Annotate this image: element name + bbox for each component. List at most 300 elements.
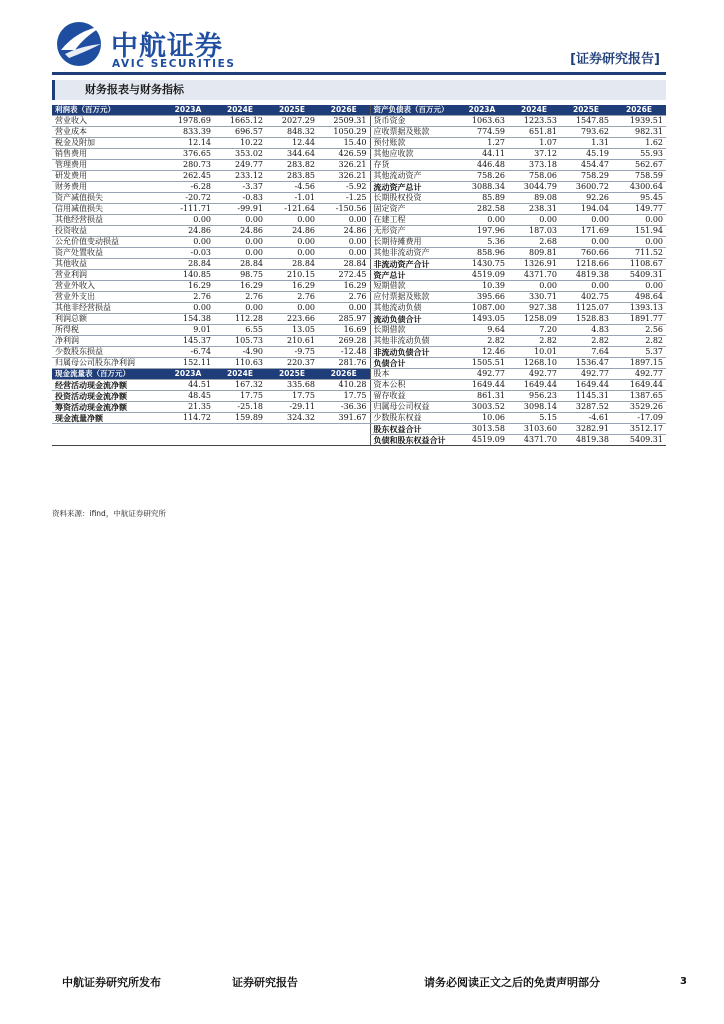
cell-value: 4819.38 [560, 435, 612, 446]
cell-value: 110.63 [214, 358, 266, 369]
cell-value: 24.86 [214, 226, 266, 237]
table-row [52, 358, 666, 369]
cell-value: 1258.09 [508, 314, 560, 325]
table-row [52, 127, 666, 138]
cell-value: 0.00 [214, 237, 266, 248]
row-label: 利润总额 [52, 314, 162, 325]
cell-value: 0.00 [318, 248, 370, 259]
cell-value: -4.90 [214, 347, 266, 358]
cell-value: 12.14 [162, 138, 214, 149]
row-label: 少数股东权益 [370, 413, 456, 424]
cell-value: 89.08 [508, 193, 560, 204]
row-label: 其他应收款 [370, 149, 456, 160]
cell-value: 330.71 [508, 292, 560, 303]
cell-value: -121.64 [266, 204, 318, 215]
cell-value: 0.00 [560, 281, 612, 292]
cell-value: -36.36 [318, 402, 370, 413]
row-label: 少数股东损益 [52, 347, 162, 358]
cell-value: -0.03 [162, 248, 214, 259]
row-label: 财务费用 [52, 182, 162, 193]
column-header: 2025E [266, 369, 318, 380]
cell-value: 2027.29 [266, 116, 318, 127]
cell-value: 44.51 [162, 380, 214, 391]
cell-value: 5.15 [508, 413, 560, 424]
cell-value: 24.86 [162, 226, 214, 237]
cell-value: 0.00 [318, 215, 370, 226]
footer-publisher: 中航证券研究所发布 [62, 976, 161, 989]
empty-cell [162, 435, 214, 446]
row-label: 研发费用 [52, 171, 162, 182]
cell-value: 112.28 [214, 314, 266, 325]
row-label: 营业外支出 [52, 292, 162, 303]
table-row [52, 292, 666, 303]
cell-value: 809.81 [508, 248, 560, 259]
empty-cell [318, 435, 370, 446]
cell-value: 3098.14 [508, 402, 560, 413]
row-label: 营业成本 [52, 127, 162, 138]
cell-value: 2.82 [612, 336, 666, 347]
cell-value: 1218.66 [560, 259, 612, 270]
cell-value: -12.48 [318, 347, 370, 358]
column-header: 2023A [162, 369, 214, 380]
cell-value: 171.69 [560, 226, 612, 237]
cell-value: 758.26 [456, 171, 508, 182]
header-divider [52, 72, 666, 75]
table-row [52, 237, 666, 248]
row-label: 营业利润 [52, 270, 162, 281]
table-row [52, 347, 666, 358]
cell-value: 223.66 [266, 314, 318, 325]
cell-value: -6.28 [162, 182, 214, 193]
table-row [52, 259, 666, 270]
cell-value: 1.62 [612, 138, 666, 149]
cell-value: 402.75 [560, 292, 612, 303]
row-label: 归属母公司股东净利润 [52, 358, 162, 369]
table-row [52, 160, 666, 171]
cell-value: 10.01 [508, 347, 560, 358]
row-label: 留存收益 [370, 391, 456, 402]
empty-cell [266, 424, 318, 435]
cell-value: 4300.64 [612, 182, 666, 193]
table-row [52, 402, 666, 413]
cell-value: 395.66 [456, 292, 508, 303]
cell-value: 16.29 [162, 281, 214, 292]
cell-value: 4819.38 [560, 270, 612, 281]
row-label: 投资收益 [52, 226, 162, 237]
row-label: 无形资产 [370, 226, 456, 237]
row-label: 其他非经营损益 [52, 303, 162, 314]
cell-value: 17.75 [214, 391, 266, 402]
row-label: 营业外收入 [52, 281, 162, 292]
cell-value: 1891.77 [612, 314, 666, 325]
cell-value: 5409.31 [612, 435, 666, 446]
cell-value: 21.35 [162, 402, 214, 413]
cell-value: 492.77 [456, 369, 508, 380]
row-label: 其他非流动负债 [370, 336, 456, 347]
cell-value: 44.11 [456, 149, 508, 160]
cell-value: -0.83 [214, 193, 266, 204]
cell-value: 1087.00 [456, 303, 508, 314]
cell-value: 0.00 [214, 248, 266, 259]
cell-value: 7.64 [560, 347, 612, 358]
cell-value: 0.00 [214, 303, 266, 314]
cell-value: 24.86 [266, 226, 318, 237]
row-label: 归属母公司权益 [370, 402, 456, 413]
table-row [52, 391, 666, 402]
cell-value: 833.39 [162, 127, 214, 138]
cell-value: 793.62 [560, 127, 612, 138]
row-label: 所得税 [52, 325, 162, 336]
table-row [52, 193, 666, 204]
cell-value: 1.07 [508, 138, 560, 149]
cell-value: 4519.09 [456, 270, 508, 281]
row-label: 其他经营损益 [52, 215, 162, 226]
cell-value: 95.45 [612, 193, 666, 204]
cell-value: 1493.05 [456, 314, 508, 325]
cell-value: 3013.58 [456, 424, 508, 435]
column-header: 2025E [266, 105, 318, 116]
cell-value: 3512.17 [612, 424, 666, 435]
row-label: 其他流动负债 [370, 303, 456, 314]
cell-value: 3003.52 [456, 402, 508, 413]
cell-value: 2.76 [318, 292, 370, 303]
cell-value: 238.31 [508, 204, 560, 215]
cell-value: -1.01 [266, 193, 318, 204]
cell-value: 0.00 [162, 303, 214, 314]
cell-value: 210.15 [266, 270, 318, 281]
cell-value: 956.23 [508, 391, 560, 402]
cell-value: 16.29 [318, 281, 370, 292]
cell-value: 140.85 [162, 270, 214, 281]
cell-value: 758.06 [508, 171, 560, 182]
source-note: 资料来源：ifind，中航证券研究所 [52, 509, 166, 518]
table-row [52, 424, 666, 435]
table-row [52, 226, 666, 237]
cell-value: 269.28 [318, 336, 370, 347]
cell-value: 154.38 [162, 314, 214, 325]
table-row [52, 116, 666, 127]
cell-value: 283.85 [266, 171, 318, 182]
cell-value: 4.83 [560, 325, 612, 336]
cell-value: 9.64 [456, 325, 508, 336]
cell-value: 17.75 [266, 391, 318, 402]
table-row [52, 215, 666, 226]
row-label: 销售费用 [52, 149, 162, 160]
cell-value: 858.96 [456, 248, 508, 259]
cell-value: 5.36 [456, 237, 508, 248]
table-row [52, 369, 666, 380]
logo-chinese-name: 中航证券 [111, 31, 223, 62]
table-row [52, 314, 666, 325]
cell-value: 1649.44 [612, 380, 666, 391]
cell-value: 280.73 [162, 160, 214, 171]
row-label: 其他非流动资产 [370, 248, 456, 259]
table-row [52, 435, 666, 446]
footer-report-type: 证券研究报告 [232, 976, 298, 989]
row-label: 公允价值变动损益 [52, 237, 162, 248]
cell-value: 7.20 [508, 325, 560, 336]
cell-value: 1108.67 [612, 259, 666, 270]
row-label: 非流动负债合计 [370, 347, 456, 358]
row-label: 其他流动资产 [370, 171, 456, 182]
row-label: 其他收益 [52, 259, 162, 270]
cell-value: 2.76 [266, 292, 318, 303]
cell-value: 711.52 [612, 248, 666, 259]
cell-value: 149.77 [612, 204, 666, 215]
column-header: 2023A [162, 105, 214, 116]
cell-value: 4519.09 [456, 435, 508, 446]
column-header: 2024E [214, 105, 266, 116]
cell-value: 0.00 [508, 281, 560, 292]
cell-value: -150.56 [318, 204, 370, 215]
cell-value: -3.37 [214, 182, 266, 193]
row-label: 长期借款 [370, 325, 456, 336]
column-header: 现金流量表（百万元） [52, 369, 162, 380]
cell-value: 0.00 [560, 215, 612, 226]
cell-value: 1649.44 [560, 380, 612, 391]
row-label: 股本 [370, 369, 456, 380]
cell-value: 28.84 [214, 259, 266, 270]
cell-value: 249.77 [214, 160, 266, 171]
cell-value: 220.37 [266, 358, 318, 369]
empty-cell [162, 424, 214, 435]
cell-value: 1547.85 [560, 116, 612, 127]
column-header: 2024E [214, 369, 266, 380]
avic-emblem-icon [55, 20, 107, 68]
cell-value: 5409.31 [612, 270, 666, 281]
table-row [52, 171, 666, 182]
cell-value: 326.21 [318, 160, 370, 171]
cell-value: 0.00 [612, 215, 666, 226]
cell-value: 1505.51 [456, 358, 508, 369]
row-label: 短期借款 [370, 281, 456, 292]
cell-value: 1528.83 [560, 314, 612, 325]
cell-value: 492.77 [508, 369, 560, 380]
table-row [52, 270, 666, 281]
cell-value: 0.00 [266, 215, 318, 226]
empty-cell [266, 435, 318, 446]
cell-value: -99.91 [214, 204, 266, 215]
cell-value: 3103.60 [508, 424, 560, 435]
report-type-label: [证券研究报告] [570, 52, 660, 67]
cell-value: 281.76 [318, 358, 370, 369]
cell-value: 152.11 [162, 358, 214, 369]
cell-value: 16.69 [318, 325, 370, 336]
cell-value: 98.75 [214, 270, 266, 281]
cell-value: 2.68 [508, 237, 560, 248]
cell-value: -1.25 [318, 193, 370, 204]
cell-value: 233.12 [214, 171, 266, 182]
cell-value: 2.56 [612, 325, 666, 336]
cell-value: 3088.34 [456, 182, 508, 193]
cell-value: -4.56 [266, 182, 318, 193]
cell-value: 0.00 [612, 237, 666, 248]
cell-value: 1649.44 [456, 380, 508, 391]
cell-value: 28.84 [162, 259, 214, 270]
cell-value: 16.29 [266, 281, 318, 292]
cell-value: -6.74 [162, 347, 214, 358]
column-header: 2026E [318, 105, 370, 116]
footer-disclaimer: 请务必阅读正文之后的免责声明部分 [424, 976, 600, 989]
cell-value: 3044.79 [508, 182, 560, 193]
cell-value: 10.39 [456, 281, 508, 292]
cell-value: 492.77 [560, 369, 612, 380]
table-row [52, 248, 666, 259]
cell-value: 758.29 [560, 171, 612, 182]
cell-value: 151.94 [612, 226, 666, 237]
cell-value: 0.00 [162, 237, 214, 248]
cell-value: 2509.31 [318, 116, 370, 127]
cell-value: 1978.69 [162, 116, 214, 127]
cell-value: 17.75 [318, 391, 370, 402]
column-header: 2026E [318, 369, 370, 380]
empty-cell [214, 435, 266, 446]
row-label: 资产总计 [370, 270, 456, 281]
cell-value: 283.82 [266, 160, 318, 171]
cell-value: 48.45 [162, 391, 214, 402]
row-label: 应收票据及账款 [370, 127, 456, 138]
cell-value: 373.18 [508, 160, 560, 171]
cell-value: 1536.47 [560, 358, 612, 369]
table-row [52, 336, 666, 347]
cell-value: 454.47 [560, 160, 612, 171]
cell-value: 758.59 [612, 171, 666, 182]
cell-value: 1393.13 [612, 303, 666, 314]
column-header: 2026E [612, 105, 666, 116]
table-row [52, 204, 666, 215]
cell-value: 410.28 [318, 380, 370, 391]
row-label: 信用减值损失 [52, 204, 162, 215]
row-label: 存货 [370, 160, 456, 171]
cell-value: 0.00 [456, 215, 508, 226]
cell-value: 861.31 [456, 391, 508, 402]
cell-value: 197.96 [456, 226, 508, 237]
cell-value: 4371.70 [508, 435, 560, 446]
cell-value: 1387.65 [612, 391, 666, 402]
row-label: 长期股权投资 [370, 193, 456, 204]
cell-value: 13.05 [266, 325, 318, 336]
row-label: 资产减值损失 [52, 193, 162, 204]
row-label: 在建工程 [370, 215, 456, 226]
financial-statements-table [52, 105, 666, 446]
cell-value: 0.00 [508, 215, 560, 226]
cell-value: 9.01 [162, 325, 214, 336]
cell-value: 285.97 [318, 314, 370, 325]
cell-value: -111.71 [162, 204, 214, 215]
row-label: 现金流量净额 [52, 413, 162, 424]
cell-value: 848.32 [266, 127, 318, 138]
column-header: 2024E [508, 105, 560, 116]
cell-value: 0.00 [318, 303, 370, 314]
cell-value: 2.82 [560, 336, 612, 347]
cell-value: 1145.31 [560, 391, 612, 402]
cell-value: 498.64 [612, 292, 666, 303]
cell-value: 282.58 [456, 204, 508, 215]
cell-value: 28.84 [318, 259, 370, 270]
row-label: 营业收入 [52, 116, 162, 127]
cell-value: 10.22 [214, 138, 266, 149]
row-label: 长期待摊费用 [370, 237, 456, 248]
row-label: 应付票据及账款 [370, 292, 456, 303]
empty-cell [52, 435, 162, 446]
row-label: 筹资活动现金流净额 [52, 402, 162, 413]
cell-value: -20.72 [162, 193, 214, 204]
cell-value: 3282.91 [560, 424, 612, 435]
column-header: 2023A [456, 105, 508, 116]
cell-value: 145.37 [162, 336, 214, 347]
cell-value: 1326.91 [508, 259, 560, 270]
table-row [52, 105, 666, 116]
table-row [52, 303, 666, 314]
cell-value: -5.92 [318, 182, 370, 193]
cell-value: 0.00 [266, 248, 318, 259]
cell-value: 446.48 [456, 160, 508, 171]
cell-value: -9.75 [266, 347, 318, 358]
cell-value: 1223.53 [508, 116, 560, 127]
table-row [52, 325, 666, 336]
cell-value: 774.59 [456, 127, 508, 138]
cell-value: 1939.51 [612, 116, 666, 127]
cell-value: 0.00 [266, 303, 318, 314]
cell-value: 982.31 [612, 127, 666, 138]
cell-value: 1050.29 [318, 127, 370, 138]
cell-value: 1665.12 [214, 116, 266, 127]
cell-value: 1.31 [560, 138, 612, 149]
row-label: 管理费用 [52, 160, 162, 171]
row-label: 流动资产总计 [370, 182, 456, 193]
cell-value: 0.00 [266, 237, 318, 248]
cell-value: -4.61 [560, 413, 612, 424]
row-label: 资本公积 [370, 380, 456, 391]
column-header: 资产负债表（百万元） [370, 105, 456, 116]
row-label: 负债和股东权益合计 [370, 435, 456, 446]
row-label: 固定资产 [370, 204, 456, 215]
company-logo [55, 20, 255, 72]
cell-value: 16.29 [214, 281, 266, 292]
cell-value: 0.00 [560, 237, 612, 248]
table-row [52, 149, 666, 160]
cell-value: 85.89 [456, 193, 508, 204]
cell-value: 6.55 [214, 325, 266, 336]
cell-value: 391.67 [318, 413, 370, 424]
cell-value: 651.81 [508, 127, 560, 138]
cell-value: 272.45 [318, 270, 370, 281]
cell-value: 12.46 [456, 347, 508, 358]
cell-value: 696.57 [214, 127, 266, 138]
row-label: 非流动资产合计 [370, 259, 456, 270]
cell-value: 167.32 [214, 380, 266, 391]
cell-value: 0.00 [162, 215, 214, 226]
cell-value: 927.38 [508, 303, 560, 314]
row-label: 净利润 [52, 336, 162, 347]
empty-cell [318, 424, 370, 435]
cell-value: 324.32 [266, 413, 318, 424]
cell-value: 187.03 [508, 226, 560, 237]
row-label: 流动负债合计 [370, 314, 456, 325]
cell-value: 353.02 [214, 149, 266, 160]
row-label: 经营活动现金流净额 [52, 380, 162, 391]
cell-value: 1430.75 [456, 259, 508, 270]
cell-value: 1.27 [456, 138, 508, 149]
cell-value: 492.77 [612, 369, 666, 380]
cell-value: 335.68 [266, 380, 318, 391]
cell-value: 105.73 [214, 336, 266, 347]
cell-value: 760.66 [560, 248, 612, 259]
cell-value: 326.21 [318, 171, 370, 182]
cell-value: 2.82 [456, 336, 508, 347]
table-row [52, 380, 666, 391]
cell-value: 55.93 [612, 149, 666, 160]
